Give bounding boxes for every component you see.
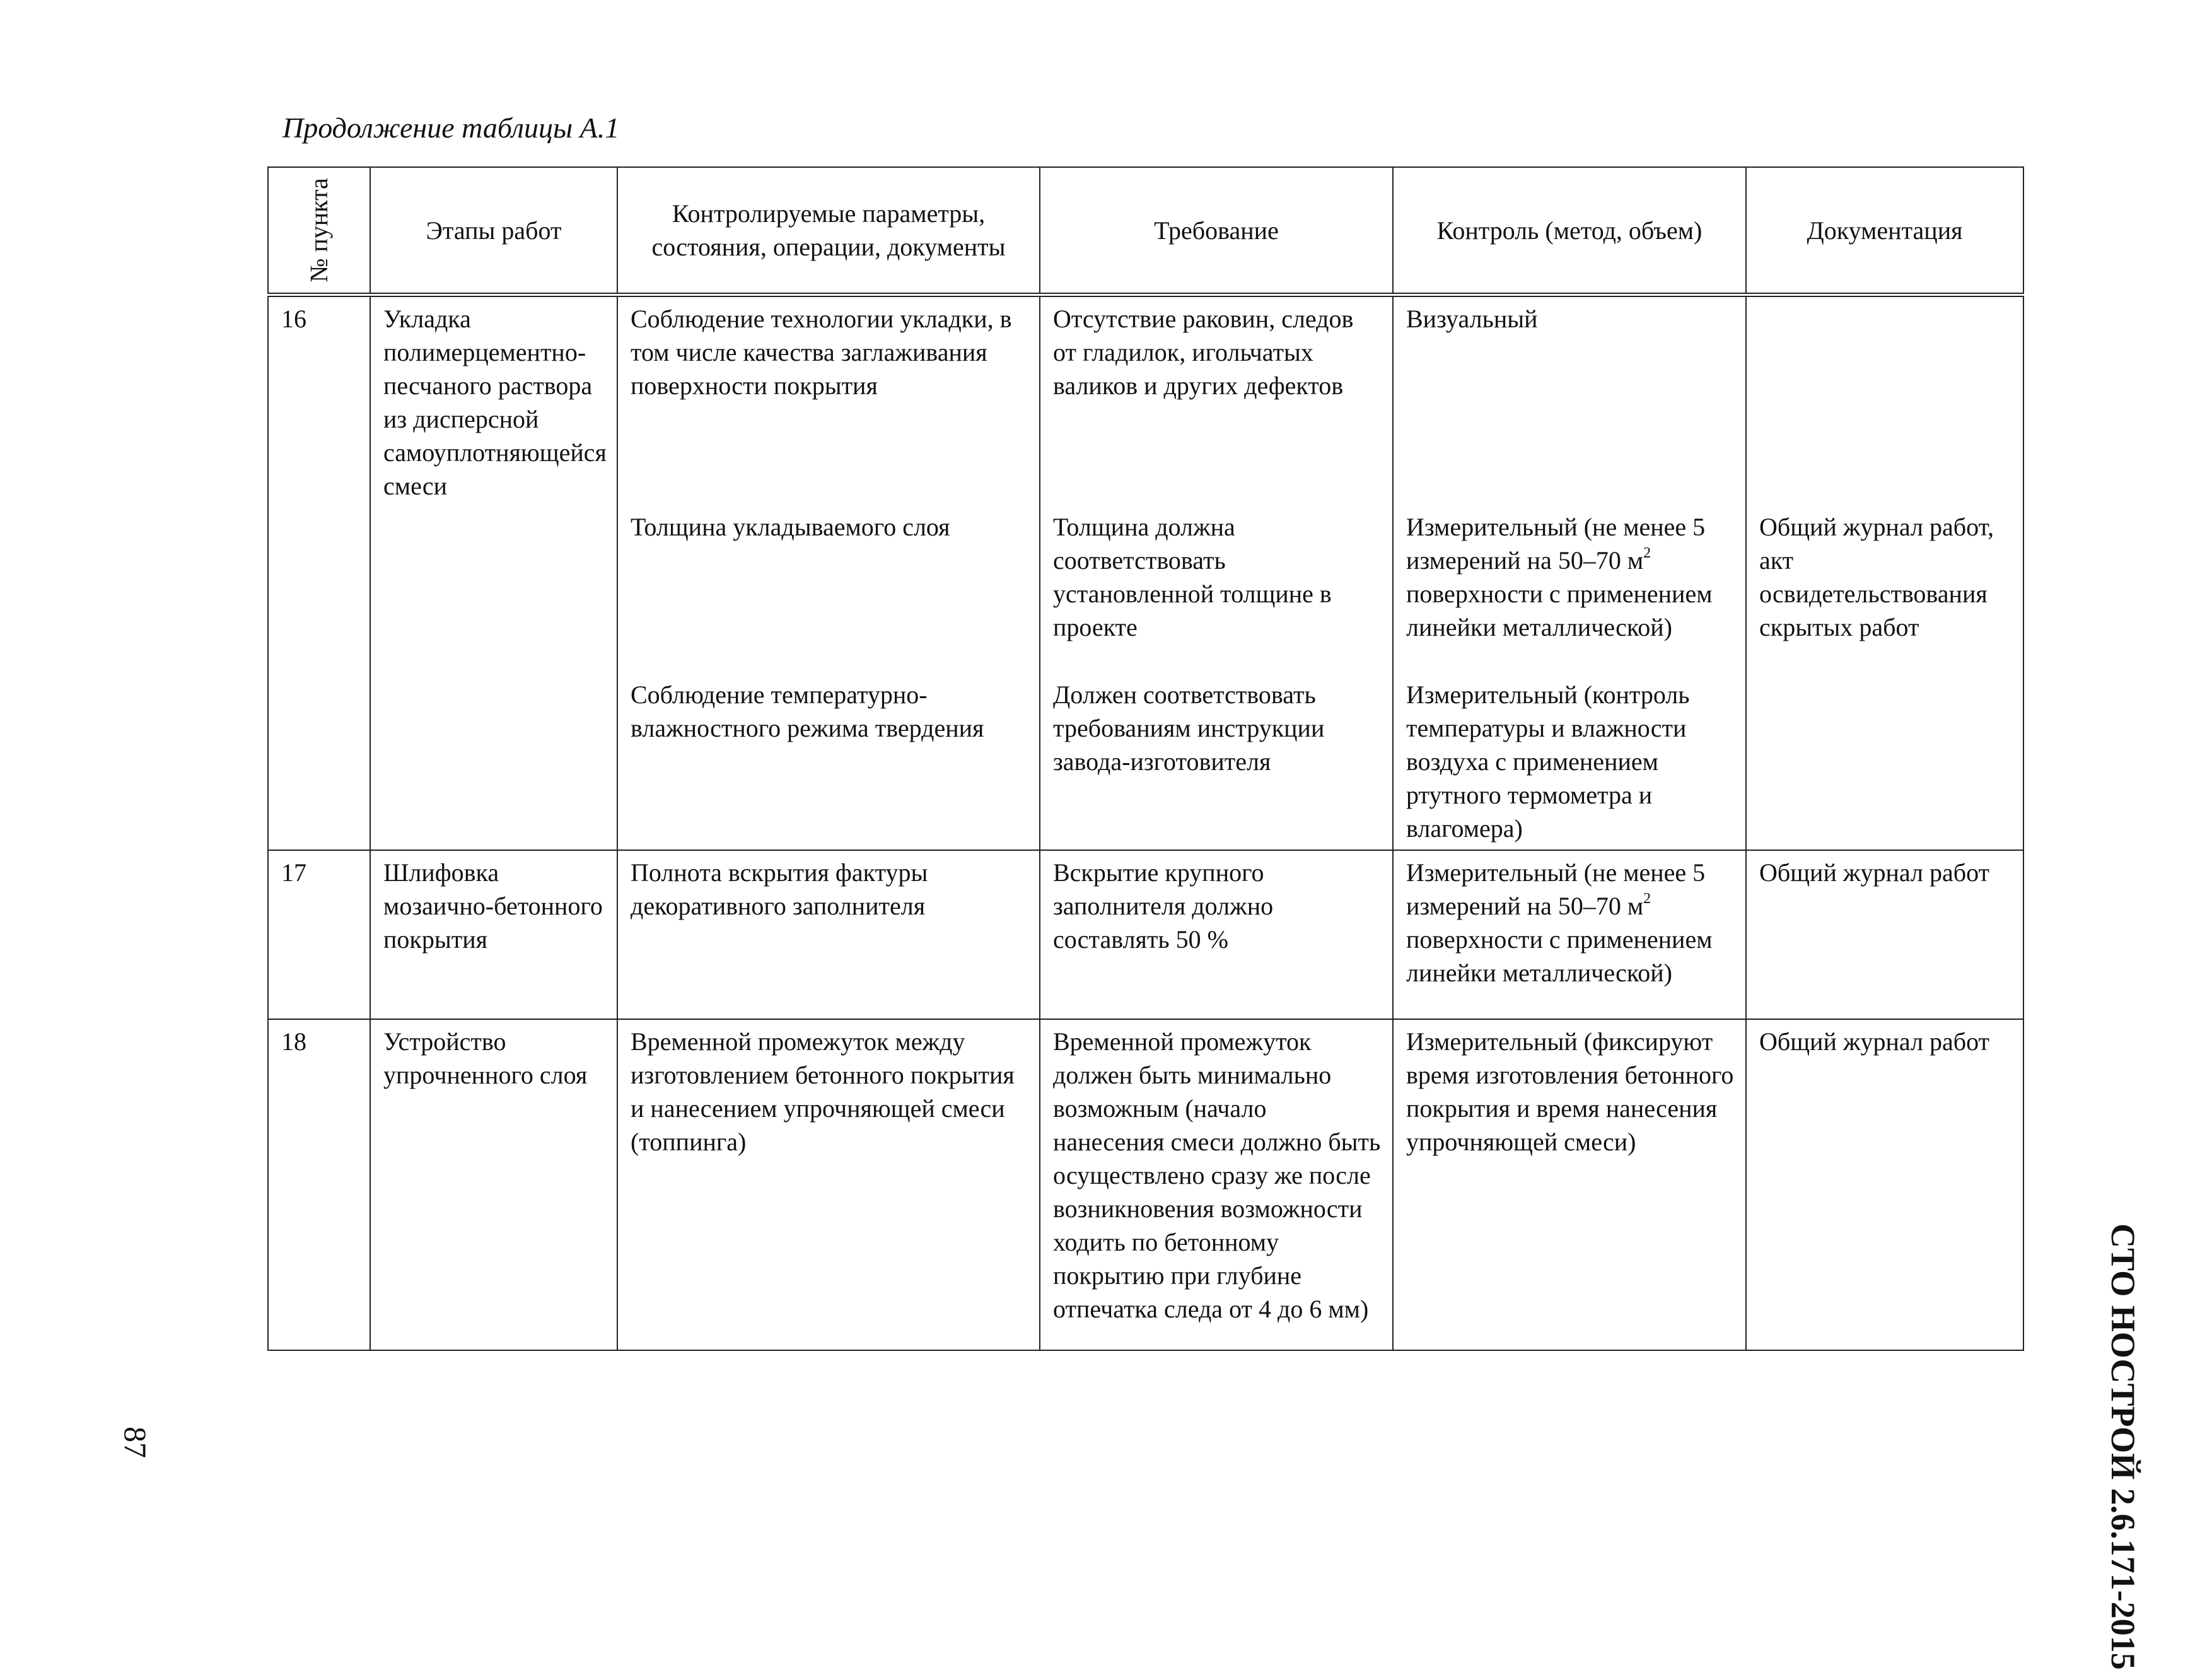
row-16-control-2-text-a: Измерительный (не менее 5 измерений на 50–70 м: [1406, 513, 1706, 575]
row-17-documentation: Общий журнал работ: [1746, 850, 2023, 1019]
row-17-control-text-b: поверхности с применением линейки металлической): [1406, 925, 1713, 987]
row-16-control-2-sup: 2: [1643, 545, 1651, 561]
row-16-param-1: Соблюдение технологии укладки, в том числе качества заглаживания поверхности покрытия: [631, 305, 1012, 400]
row-16-stage: Укладка полимерцементно-песчаного раствора из дисперсной самоуплотняющейся смеси: [370, 295, 617, 850]
row-16-control: [1393, 295, 1746, 850]
row-16-req-1: Отсутствие раковин, следов от гладилок, игольчатых валиков и других дефектов: [1053, 305, 1354, 400]
row-16-doc-text: Общий журнал работ, акт освидетельствования скрытых работ: [1759, 513, 1994, 641]
row-17-num: 17: [268, 850, 370, 1019]
header-requirement: Требование: [1040, 167, 1393, 295]
row-18-documentation: Общий журнал работ: [1746, 1019, 2023, 1351]
row-18-num: 18: [268, 1019, 370, 1351]
table-header-row: [268, 167, 2023, 295]
page-number: 87: [118, 1427, 153, 1458]
standard-side-title: СТО НОСТРОЙ 2.6.171-2015: [2104, 1223, 2142, 1670]
row-16-control-3: Измерительный (контроль температуры и влажности воздуха с применением ртутного термометра и влагомера): [1406, 680, 1690, 843]
row-16-documentation: [1746, 295, 2023, 850]
row-16-control-2: [1406, 510, 1735, 678]
row-16-req-2: Толщина должна соответствовать установленной толщине в проекте: [1053, 513, 1332, 641]
table-row-17: [268, 850, 2023, 1019]
row-17-control-sup: 2: [1643, 890, 1651, 907]
header-num: [268, 167, 370, 295]
row-17-control: [1393, 850, 1746, 1019]
row-16-params: [617, 295, 1040, 850]
row-16-control-2-text-b: поверхности с применением линейки металлической): [1406, 580, 1713, 641]
header-params: Контролируемые параметры, состояния, операции, документы: [617, 167, 1040, 295]
control-table: [267, 166, 2024, 1351]
table-row-16: [268, 295, 2023, 850]
row-17-control-text-a: Измерительный (не менее 5 измерений на 50–70 м: [1406, 858, 1706, 920]
table-caption: Продолжение таблицы А.1: [282, 112, 620, 144]
row-18-stage: Устройство упрочненного слоя: [370, 1019, 617, 1351]
row-18-control: Измерительный (фиксируют время изготовления бетонного покрытия и время нанесения упрочняющей смеси): [1393, 1019, 1746, 1351]
row-16-requirements: [1040, 295, 1393, 850]
header-num-label: № пункта: [305, 178, 333, 283]
table-row-18: [268, 1019, 2023, 1351]
row-18-requirement: Временной промежуток должен быть минимально возможным (начало нанесения смеси должно быть осуществлено сразу же после возникновения возможности ходить по бетонному покрытию при глубине отпечатка следа от 4 до 6 мм): [1040, 1019, 1393, 1351]
row-18-param: Временной промежуток между изготовлением бетонного покрытия и нанесением упрочняющей смеси (топпинга): [617, 1019, 1040, 1351]
row-16-param-3: Соблюдение температурно-влажностного режима твердения: [631, 680, 984, 742]
row-16-req-3: Должен соответствовать требованиям инструкции завода-изготовителя: [1053, 680, 1325, 776]
row-16-control-1: Визуальный: [1406, 305, 1538, 333]
header-stages: Этапы работ: [370, 167, 617, 295]
header-control: Контроль (метод, объем): [1393, 167, 1746, 295]
row-16-num: 16: [268, 295, 370, 850]
header-documentation: Документация: [1746, 167, 2023, 295]
row-16-param-2: Толщина укладываемого слоя: [631, 513, 950, 541]
row-17-param: Полнота вскрытия фактуры декоративного заполнителя: [617, 850, 1040, 1019]
row-17-stage: Шлифовка мозаично-бетонного покрытия: [370, 850, 617, 1019]
row-17-requirement: Вскрытие крупного заполнителя должно составлять 50 %: [1040, 850, 1393, 1019]
